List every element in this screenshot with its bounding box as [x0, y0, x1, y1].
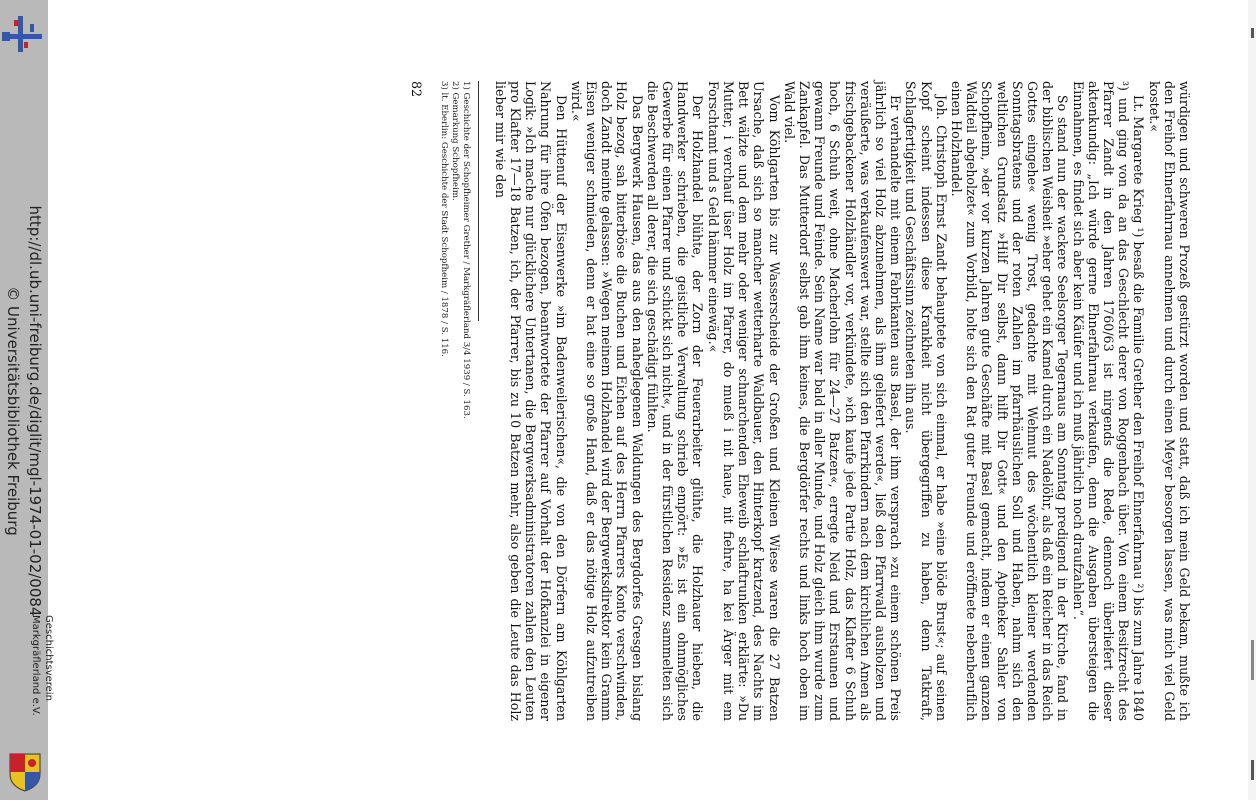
- page-number: 82: [409, 81, 424, 98]
- society-name-line1: Geschichtsverein: [43, 615, 54, 701]
- page-body-text: [493, 81, 1192, 721]
- paragraph: Vom Köhlgarten bis zur Wasserscheide der Großen und Kleinen Wiese waren die 27 Batzen Ursache, daß sich so mancher wetterharte Waldbauer, den Hinterkopf kratzend, des Nachts im Bett wälzte und dem mehr oder weniger schnarchenden Eheweib schlaftrunken erklärte: »Du Mutter, i verchauf üser Holz im Pfarrer, do mueß i nit haue, nit fiehre, ha kei Ärger mit em Forschtamt und s Geld hämmer einewäg.«: [705, 81, 782, 721]
- copyright-notice: © Universitätsbibliothek Freiburg: [4, 286, 22, 536]
- edge-mark: [1251, 760, 1254, 780]
- footnotes: [438, 81, 471, 721]
- footnote: 1) Geschichte der Schopfheimer Grether / Markgräflerland 3/4 1939 / S. 163.: [461, 81, 471, 419]
- footnote: 2) Gemarkung Schopfheim.: [450, 81, 460, 201]
- viewer-side-strip: [0, 0, 54, 800]
- paragraph: Lt. Margarete Krieg ¹) besaß die Familie Grether den Freihof Ehnerfahrnau ²) bis zum Jahre 1840 ³) und ging von da an das Geschlecht derer von Roggenbach über. Von einem Besitzrecht des Pfarrer Zandt in den Jahren 1760/63 ist nirgends die Rede, dennoch überliefert dieser aktenkundig: „Ich würde gerne Ehnerfahrnau verkaufen, denn die Ausgaben übersteigen die Einnahmen, es findet sich aber kein Käufer und ich muß jährlich noch draufzahlen“.: [1070, 81, 1147, 721]
- society-name-line2: Markgräflerland e.V.: [30, 615, 41, 716]
- edge-mark: [1251, 640, 1254, 680]
- society-name: [25, 615, 55, 775]
- paragraph: Joh. Christoph Ernst Zandt behauptete von sich einmal, er habe »eine blöde Brust«; auf seinen Kopf scheint indessen diese Krankheit nicht übergegriffen zu haben, denn Tatkraft, Schlagfertigkeit und Geschäftssinn zeichneten ihn aus.: [903, 81, 949, 721]
- paragraph: würdigen und schweren Prozeß gestürzt worden und statt, daß ich mein Geld bekam, mußte ich den Freihof Ehnerfahrnau annehmen und durch einen Meyer besorgen lassen, was mich viel Geld kostet.«: [1146, 81, 1192, 721]
- edge-mark: [1251, 28, 1254, 38]
- paragraph: Der Holzhandel blühte, der Zorn der Feuerarbeiter glühte, die Holzhauer hieben, die Handwerker schrieben, die geistliche Verwaltung schrieb empört: »Es ist ein ohnmögliches Gewerbe für einen Pfarrer und schickt sich nicht«, und in der fürstlichen Residenz sammelten sich die Beschwerden all derer, die sich geschädigt fühlten.: [644, 81, 706, 721]
- paragraph: Er verhandelte mit einem Fabrikanten aus Basel, der ihm versprach »zu einem schönen Preis jährlich so viel Holz abzunehmen, als ihm geliefert werde«, ließ den Pfarrwald ausholzen und veräußerte, was verkaufenswert war, stellte sich den Pfarrkindern nach dem kirchlichen Amen als frischgebackener Holzhändler vor, verkündete, »ich kaufe jede Partie Holz, das Klafter 6 Schuh hoch, 6 Schuh weit, ohne Macherlohn für 24—27 Batzen«, erregte Neid und Erstaunen und gewann Freunde und Feinde. Sein Name war bald in aller Munde, und Holz gleich ihm wurde zum Zankapfel. Das Mutterdorf selbst gab ihm keines, die Bergdörfer rechts und links hoch oben im Wald viel.: [781, 81, 904, 721]
- paragraph: So stand nun der wackere Seelsorger Tegernaus am Sonntag predigend in der Kirche, fand in der biblischen Weisheit »eher gehet ein Kamel durch ein Nadelöhr, als daß ein Reicher in das Reich Gottes eingehe« wenig Trost, gedachte mit Wehmut des wöchentlich kleiner werdenden Sonntagsbratens und der roten Zahlen im pfarrhäuslichen Soll und Haben, nahm sich den weltlichen Grundsatz »Hilf Dir selbst, dann hilft Dir Gott« und den Apotheker Sahler von Schopfheim, »der vor kurzen Jahren gute Geschäfte mit Basel gemacht, indem er einen ganzen Waldteil abgeholzet« zum Vorbild, holte sich den Rat guter Freunde und eröffnete nebenberuflich einen Holzhandel.: [948, 81, 1071, 721]
- book-page: [82, 59, 1232, 739]
- paragraph: Das Bergwerk Hausen, das aus den naheglegenen Waldungen des Bergdorfes Gresgen bislang Holz bezog, sah bitterböse die Buchen und Eichen auf des Herrn Pfarrers Konto verschwinden, doch Zandt meinte gelassen: »Wegen meinem Holzhandel wird der Bergwerksdirektor kein Gramm Eisen weniger schmieden, denn er hat eine so große Hand, daß er das nötige Holz aufzutreiben wird.«: [568, 81, 645, 721]
- coat-of-arms-icon: [8, 752, 42, 792]
- footnote: 3) lt. Eberlin: Geschichte der Stadt Schopfheim / 1878 / S. 116.: [439, 81, 449, 357]
- footnote-divider: [478, 81, 479, 321]
- page-edge: [1248, 0, 1256, 800]
- permalink-url[interactable]: http://dl.ub.uni-freiburg.de/diglit/mgl-1974-01-02/0084: [26, 205, 44, 617]
- paragraph: Den Hüttenuf der Eisenwerke »im Badenweilerischen«, die von den Dörfern am Köhlgarten Nahrung für ihre Öfen bezogen, beantwortete der Pfarrer auf Vorhalt der Hofkanzlei in eigener Logik: »Ich mache nur glücklichere Untertanen, die Bergwerksadministratoren zahlen den Leuten pro Klafter 17—18 Batzen, ich, der Pfarrer, bis zu 10 Batzen mehr, also geben die Leute das Holz lieber mir wie den: [492, 81, 569, 721]
